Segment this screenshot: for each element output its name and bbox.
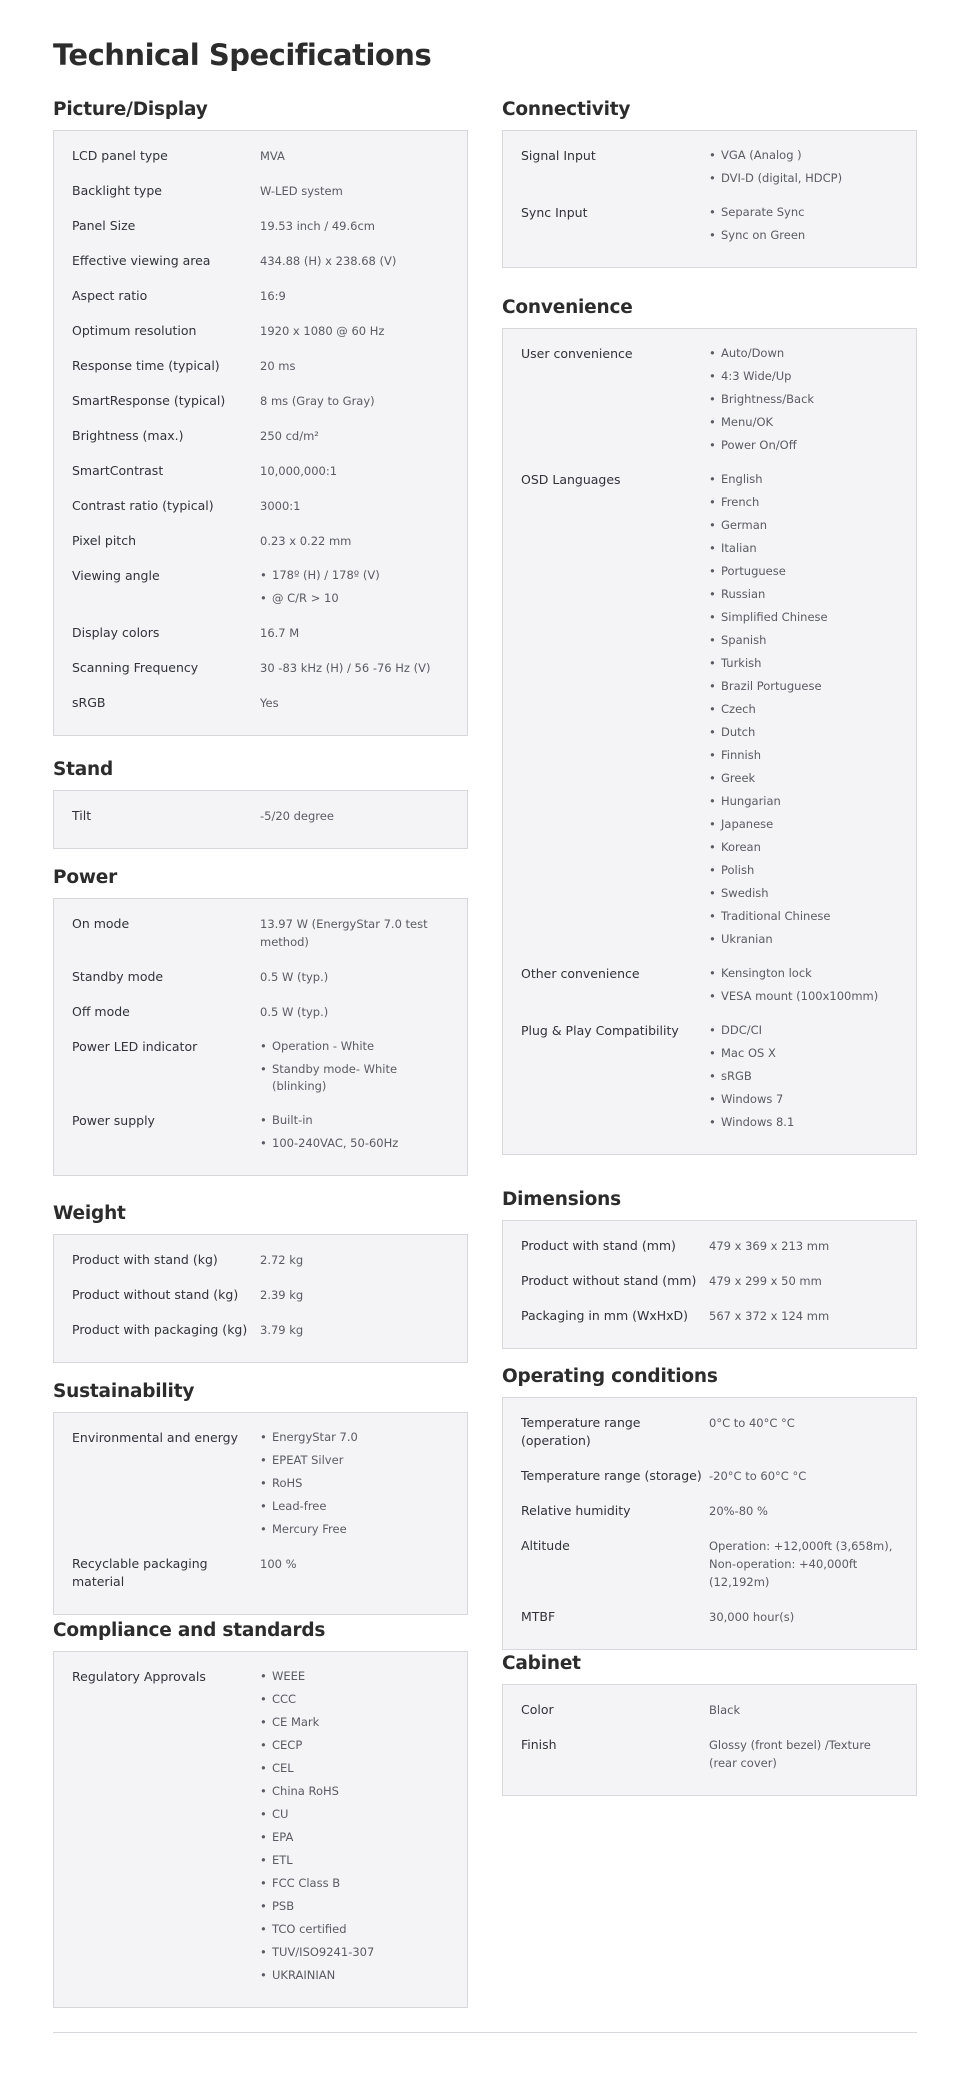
spec-list-item: • 4:3 Wide/Up [709,368,898,391]
spec-label: Power LED indicator [72,1039,198,1054]
spec-row [521,1502,898,1537]
spec-value-list [709,1022,898,1131]
section-title: Picture/Display [53,99,208,120]
spec-section-compliance-and-standards [53,1617,468,2008]
spec-label: Response time (typical) [72,358,220,373]
spec-label: Environmental and energy [72,1430,238,1445]
spec-table [53,130,468,736]
spec-value: W-LED system [260,184,343,198]
spec-value: Glossy (front bezel) /Texture (rear cover) [709,1738,871,1770]
spec-row [72,1003,449,1038]
spec-value [709,471,898,965]
spec-list-item: • FCC Class B [260,1875,449,1898]
spec-list-item: • China RoHS [260,1783,449,1806]
spec-list-item: • Czech [709,701,898,724]
spec-row [72,217,449,252]
spec-list-item: • CEL [260,1760,449,1783]
spec-label: Product without stand (kg) [72,1287,239,1302]
spec-list-item: • 100-240VAC, 50-60Hz [260,1135,449,1152]
spec-label: Power supply [72,1113,155,1128]
spec-row [72,392,449,427]
section-title: Convenience [502,297,633,318]
spec-table [53,790,468,849]
spec-value: Operation: +12,000ft (3,658m), Non-operation: +40,000ft (12,192m) [709,1539,893,1589]
spec-label: Optimum resolution [72,323,197,338]
spec-value [260,567,449,624]
spec-list-item: • @ C/R > 10 [260,590,449,607]
spec-row [521,1307,898,1342]
spec-section-dimensions [502,1186,917,1349]
spec-label: Color [521,1702,554,1717]
spec-value: 2.72 kg [260,1253,304,1267]
spec-row [72,567,449,624]
spec-value: 434.88 (H) x 238.68 (V) [260,254,397,268]
spec-row [521,1414,898,1467]
spec-row [72,624,449,659]
spec-value: 16:9 [260,289,286,303]
spec-value: 10,000,000:1 [260,464,338,478]
spec-list-item: • Finnish [709,747,898,770]
spec-list-item: • ETL [260,1852,449,1875]
spec-label: OSD Languages [521,472,621,487]
spec-label: Product with stand (kg) [72,1252,218,1267]
spec-list-item: • Standby mode- White (blinking) [260,1061,449,1095]
spec-list-item: • Auto/Down [709,345,898,368]
spec-list-item: • CCC [260,1691,449,1714]
section-title: Cabinet [502,1653,581,1674]
spec-label: Product without stand (mm) [521,1273,697,1288]
spec-value [260,1112,449,1169]
spec-list-item: • CE Mark [260,1714,449,1737]
spec-label: Altitude [521,1538,570,1553]
spec-list-item: • Polish [709,862,898,885]
spec-row [521,471,898,965]
spec-row [72,1038,449,1112]
spec-row [72,287,449,322]
spec-value-list [260,1112,449,1152]
spec-list-item: • Hungarian [709,793,898,816]
spec-label: Temperature range (operation) [521,1415,641,1448]
spec-row [521,965,898,1022]
spec-table [502,328,917,1155]
spec-value-list [709,204,898,244]
spec-value: 13.97 W (EnergyStar 7.0 test method) [260,917,428,949]
spec-section-stand [53,756,468,849]
spec-row [72,1251,449,1286]
spec-section-weight [53,1200,468,1363]
spec-value: 479 x 369 x 213 mm [709,1239,830,1253]
spec-table [502,130,917,268]
spec-row [521,1272,898,1307]
spec-section-connectivity [502,96,917,268]
spec-list-item: • Windows 7 [709,1091,898,1114]
spec-value: 8 ms (Gray to Gray) [260,394,375,408]
spec-row [72,1112,449,1169]
spec-label: Recyclable packaging material [72,1556,208,1589]
spec-list-item: • EnergyStar 7.0 [260,1429,449,1452]
spec-label: Contrast ratio (typical) [72,498,214,513]
spec-label: Display colors [72,625,160,640]
spec-value-list [260,1429,449,1538]
spec-list-item: • CU [260,1806,449,1829]
spec-value-list [260,1668,449,1984]
spec-table [502,1220,917,1349]
spec-row [521,1701,898,1736]
section-title: Dimensions [502,1189,621,1210]
spec-section-operating-conditions [502,1363,917,1650]
spec-list-item: • Traditional Chinese [709,908,898,931]
spec-row [72,807,449,842]
spec-value [709,345,898,471]
spec-label: Standby mode [72,969,164,984]
spec-value: 567 x 372 x 124 mm [709,1309,830,1323]
spec-list-item: • VESA mount (100x100mm) [709,988,898,1005]
spec-label: MTBF [521,1609,556,1624]
spec-list-item: • Portuguese [709,563,898,586]
spec-value [709,1022,898,1148]
spec-row [72,322,449,357]
spec-row [72,659,449,694]
spec-table [53,1234,468,1363]
section-title: Operating conditions [502,1366,718,1387]
spec-row [72,252,449,287]
spec-value: -5/20 degree [260,809,334,823]
spec-row [72,427,449,462]
spec-list-item: • TUV/ISO9241-307 [260,1944,449,1967]
spec-value: 16.7 M [260,626,300,640]
spec-list-item: • Spanish [709,632,898,655]
spec-value-list [709,965,898,1005]
spec-label: Off mode [72,1004,130,1019]
spec-section-sustainability [53,1378,468,1615]
spec-list-item: • Brazil Portuguese [709,678,898,701]
spec-label: User convenience [521,346,633,361]
spec-row [72,147,449,182]
spec-value: 0.5 W (typ.) [260,970,329,984]
spec-value [709,965,898,1022]
spec-section-cabinet [502,1650,917,1796]
spec-list-item: • Swedish [709,885,898,908]
spec-list-item: • Mac OS X [709,1045,898,1068]
spec-value: 0°C to 40°C °C [709,1416,795,1430]
spec-row [521,1022,898,1148]
spec-list-item: • 178º (H) / 178º (V) [260,567,449,590]
spec-row [72,694,449,729]
spec-list-item: • Sync on Green [709,227,898,244]
spec-label: Effective viewing area [72,253,211,268]
spec-list-item: • WEEE [260,1668,449,1691]
section-title: Compliance and standards [53,1620,326,1641]
spec-list-item: • VGA (Analog ) [709,147,898,170]
spec-label: SmartContrast [72,463,164,478]
spec-label: Panel Size [72,218,136,233]
spec-table [53,898,468,1176]
spec-list-item: • Separate Sync [709,204,898,227]
spec-value: 20 ms [260,359,296,373]
spec-list-item: • English [709,471,898,494]
spec-list-item: • Lead-free [260,1498,449,1521]
spec-list-item: • Mercury Free [260,1521,449,1538]
spec-label: Product with packaging (kg) [72,1322,248,1337]
spec-list-item: • Brightness/Back [709,391,898,414]
spec-value-list [260,1038,449,1095]
spec-list-item: • Turkish [709,655,898,678]
spec-value [260,1429,449,1555]
spec-label: Brightness (max.) [72,428,184,443]
spec-value: 0.23 x 0.22 mm [260,534,352,548]
spec-label: Sync Input [521,205,588,220]
spec-label: Scanning Frequency [72,660,199,675]
section-title: Weight [53,1203,126,1224]
spec-row [72,1668,449,2001]
spec-label: Temperature range (storage) [521,1468,702,1483]
spec-value [260,1038,449,1112]
spec-label: LCD panel type [72,148,168,163]
section-title: Connectivity [502,99,631,120]
spec-value: 3000:1 [260,499,301,513]
spec-value: 20%-80 % [709,1504,768,1518]
spec-value: 3.79 kg [260,1323,304,1337]
spec-value: 479 x 299 x 50 mm [709,1274,822,1288]
spec-table [502,1397,917,1650]
spec-label: Backlight type [72,183,162,198]
spec-list-item: • Menu/OK [709,414,898,437]
spec-table [53,1412,468,1615]
spec-list-item: • French [709,494,898,517]
spec-label: Signal Input [521,148,596,163]
spec-label: SmartResponse (typical) [72,393,226,408]
spec-row [72,1321,449,1356]
section-title: Sustainability [53,1381,195,1402]
spec-row [72,1555,449,1608]
spec-list-item: • PSB [260,1898,449,1921]
spec-list-item: • Dutch [709,724,898,747]
spec-list-item: • Japanese [709,816,898,839]
spec-value-list [260,567,449,607]
spec-value-list [709,345,898,454]
spec-label: Tilt [72,808,92,823]
spec-row [521,1237,898,1272]
spec-value [260,1668,449,2001]
spec-row [72,1429,449,1555]
spec-list-item: • Kensington lock [709,965,898,988]
spec-list-item: • Italian [709,540,898,563]
spec-row [521,204,898,261]
spec-list-item: • Built-in [260,1112,449,1135]
spec-label: Relative humidity [521,1503,631,1518]
spec-value [709,147,898,204]
spec-label: Packaging in mm (WxHxD) [521,1308,689,1323]
bottom-divider [53,2032,917,2033]
spec-list-item: • CECP [260,1737,449,1760]
spec-row [72,357,449,392]
spec-list-item: • Korean [709,839,898,862]
page-title: Technical Specifications [53,38,432,72]
spec-row [521,1736,898,1789]
spec-list-item: • EPA [260,1829,449,1852]
spec-value: 1920 x 1080 @ 60 Hz [260,324,385,338]
spec-table [502,1684,917,1796]
spec-label: On mode [72,916,130,931]
spec-label: Aspect ratio [72,288,148,303]
spec-list-item: • Power On/Off [709,437,898,454]
spec-label: Product with stand (mm) [521,1238,676,1253]
spec-value: 250 cd/m² [260,429,319,443]
spec-list-item: • UKRAINIAN [260,1967,449,1984]
spec-row [72,462,449,497]
spec-label: Finish [521,1737,557,1752]
spec-label: Plug & Play Compatibility [521,1023,679,1038]
spec-row [72,497,449,532]
spec-row [521,1467,898,1502]
spec-value: 19.53 inch / 49.6cm [260,219,375,233]
spec-value: Black [709,1703,741,1717]
spec-value: 30,000 hour(s) [709,1610,795,1624]
spec-value: 0.5 W (typ.) [260,1005,329,1019]
spec-label: sRGB [72,695,106,710]
spec-value: Yes [260,696,279,710]
spec-value: 2.39 kg [260,1288,304,1302]
spec-list-item: • DDC/CI [709,1022,898,1045]
spec-list-item: • sRGB [709,1068,898,1091]
spec-list-item: • Operation - White [260,1038,449,1061]
spec-value-list [709,471,898,948]
spec-label: Pixel pitch [72,533,136,548]
spec-label: Viewing angle [72,568,160,583]
spec-list-item: • RoHS [260,1475,449,1498]
spec-section-power [53,864,468,1176]
spec-row [72,532,449,567]
spec-list-item: • Greek [709,770,898,793]
spec-value [709,204,898,261]
spec-list-item: • Ukranian [709,931,898,948]
spec-value: 100 % [260,1557,297,1571]
spec-row [521,1537,898,1608]
spec-table [53,1651,468,2008]
spec-value-list [709,147,898,187]
spec-row [72,968,449,1003]
spec-section-convenience [502,294,917,1155]
section-title: Power [53,867,118,888]
spec-list-item: • Windows 8.1 [709,1114,898,1131]
spec-row [521,1608,898,1643]
spec-row [521,345,898,471]
spec-list-item: • Simplified Chinese [709,609,898,632]
spec-list-item: • DVI-D (digital, HDCP) [709,170,898,187]
spec-label: Regulatory Approvals [72,1669,206,1684]
spec-value: MVA [260,149,285,163]
spec-row [72,182,449,217]
spec-row [72,915,449,968]
spec-list-item: • TCO certified [260,1921,449,1944]
spec-list-item: • EPEAT Silver [260,1452,449,1475]
spec-list-item: • German [709,517,898,540]
spec-list-item: • Russian [709,586,898,609]
spec-row [521,147,898,204]
spec-label: Other convenience [521,966,640,981]
spec-row [72,1286,449,1321]
spec-value: 30 -83 kHz (H) / 56 -76 Hz (V) [260,661,431,675]
section-title: Stand [53,759,114,780]
spec-section-picture-display [53,96,468,736]
spec-value: -20°C to 60°C °C [709,1469,807,1483]
